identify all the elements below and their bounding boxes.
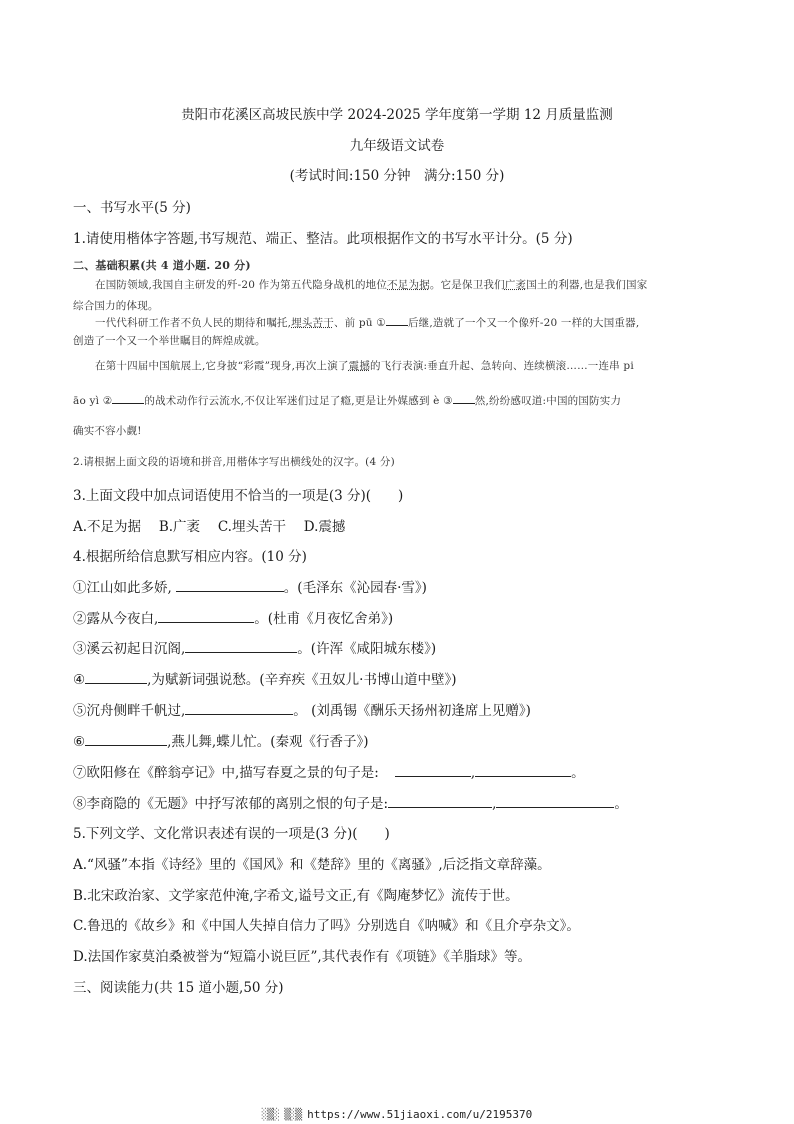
answer-blank[interactable] [85, 733, 167, 746]
q5-option-d: D.法国作家莫泊桑被誉为“短篇小说巨匠”,其代表作有《项链》《羊脂球》等。 [73, 949, 531, 965]
blank-2[interactable] [112, 391, 144, 404]
section3-heading: 三、阅读能力(共 15 道小题,50 分) [73, 980, 284, 996]
passage-text: āo yì ② [73, 395, 113, 407]
footer-url[interactable]: https://www.51jiaoxi.com/u/2195370 [307, 1108, 533, 1121]
dotted-word-2: 广袤 [504, 279, 527, 291]
passage-text: 国土的利器,也是我们国家 [526, 279, 648, 291]
q4-text: , [470, 765, 476, 781]
section2-heading: 二、基础积累(共 4 道小题. 20 分) [73, 259, 251, 272]
answer-blank[interactable] [185, 702, 293, 715]
q4-text: ⑧李商隐的《无题》中抒写浓郁的离别之恨的句子是: [73, 796, 389, 812]
q4-text: ,为赋新词强说愁。(辛弃疾《丑奴儿·书博山道中壁》) [147, 672, 457, 688]
passage-para3-line3: 确实不容小觑! [73, 425, 142, 437]
q4-text: 。 [571, 765, 585, 781]
passage-para2-line2: 创造了一个又一个举世瞩目的辉煌成就。 [73, 335, 266, 347]
footer [0, 1108, 794, 1121]
answer-blank[interactable] [496, 795, 614, 808]
question-4: 4.根据所给信息默写相应内容。(10 分) [73, 549, 307, 565]
exam-time-info: (考试时间:150 分钟 满分:150 分) [289, 168, 505, 184]
q4-item-8 [73, 792, 733, 812]
passage-para3-line1 [95, 358, 735, 373]
q4-text: , [492, 796, 497, 812]
q4-item-5 [73, 699, 733, 719]
blank-1[interactable] [386, 313, 408, 326]
q4-text: ,燕儿舞,蝶儿忙。(秦观《行香子》) [167, 734, 369, 750]
q5-option-b: B.北宋政治家、文学家范仲淹,字希文,谥号文正,有《陶庵梦忆》流传于世。 [73, 888, 519, 904]
q4-text: ④ [73, 672, 86, 688]
passage-text: 、前 pū ① [333, 317, 386, 329]
passage-text: 一代代科研工作者不负人民的期待和嘱托, [95, 317, 292, 329]
question-3-options: A.不足为据 B.广袤 C.埋头苦干 D.震撼 [73, 519, 346, 535]
q4-text: 。(毛泽东《沁园春·雪》) [283, 580, 427, 596]
q4-text: 。 [614, 796, 628, 812]
answer-blank[interactable] [475, 764, 571, 777]
exam-title: 贵阳市花溪区高坡民族中学 2024-2025 学年度第一学期 12 月质量监测 [181, 107, 613, 123]
q4-text: ③溪云初起日沉阁, [73, 641, 186, 657]
dotted-word-4: 震撼 [348, 360, 371, 372]
passage-text: 后继,造就了一个又一个像歼-20 一样的大国重器, [407, 317, 640, 329]
q5-option-a: A.“风骚”本指《诗经》里的《国风》和《楚辞》里的《离骚》,后泛指文章辞藻。 [73, 857, 551, 873]
q4-text: 。(杜甫《月夜忆舍弟》) [254, 611, 394, 627]
answer-blank[interactable] [158, 610, 254, 623]
q4-item-7 [73, 761, 733, 781]
section1-heading: 一、书写水平(5 分) [73, 200, 191, 216]
q4-item-1 [73, 576, 733, 596]
passage-text: 的战术动作行云流水,不仅让军迷们过足了瘾,更是让外媒感到 è ③ [144, 395, 453, 407]
question-3: 3.上面文段中加点词语使用不恰当的一项是(3 分)( ) [73, 488, 404, 504]
passage-text: 在国防领域,我国自主研发的歼-20 作为第五代隐身战机的地位 [95, 279, 388, 291]
passage-text: 的飞行表演:垂直升起、急转向、连续横滚……一连串 pi [370, 360, 634, 372]
q4-item-2 [73, 607, 733, 627]
answer-blank[interactable] [85, 671, 147, 684]
blank-3[interactable] [453, 391, 475, 404]
question-5: 5.下列文学、文化常识表述有误的一项是(3 分)( ) [73, 826, 390, 842]
q4-item-4 [73, 668, 733, 688]
dotted-word-3: 埋头苦干 [291, 317, 334, 329]
question-2: 2.请根据上面文段的语境和拼音,用楷体字写出横线处的汉字。(4 分) [73, 456, 395, 468]
q4-text: ⑥ [73, 734, 86, 750]
passage-para1-line1 [95, 277, 735, 292]
q4-item-3 [73, 637, 733, 657]
answer-blank[interactable] [388, 795, 492, 808]
passage-para2-line1 [95, 313, 735, 330]
q4-text: ⑦欧阳修在《醉翁亭记》中,描写春夏之景的句子是: [73, 765, 379, 781]
passage-text: 然,纷纷感叹道:中国的国防实力 [474, 395, 622, 407]
passage-para3-line2 [73, 391, 733, 408]
question-1: 1.请使用楷体字答题,书写规范、端正、整洁。此项根据作文的书写水平计分。(5 分) [73, 231, 573, 247]
answer-blank[interactable] [395, 764, 471, 777]
q4-text: 。(许浑《咸阳城东楼》) [297, 641, 437, 657]
answer-blank[interactable] [176, 579, 284, 592]
exam-subtitle: 九年级语文试卷 [349, 138, 445, 154]
passage-para1-line2: 综合国力的体现。 [73, 300, 159, 312]
passage-text: 。它是保卫我们 [429, 279, 505, 291]
answer-blank[interactable] [185, 640, 297, 653]
passage-text: 在第十四届中国航展上,它身披“彩霞”现身,再次上演了 [95, 360, 349, 372]
dotted-word-1: 不足为据 [387, 279, 430, 291]
q4-text: ⑤沉舟侧畔千帆过, [73, 703, 186, 719]
watermark-logo: ░▒░ ▒░▒ [261, 1108, 302, 1121]
q4-text: ②露从今夜白, [73, 611, 159, 627]
q4-text: 。 (刘禹锡《酬乐天扬州初逢席上见赠》) [293, 703, 531, 719]
q4-item-6 [73, 730, 733, 750]
q5-option-c: C.鲁迅的《故乡》和《中国人失掉自信力了吗》分别选自《呐喊》和《且介亭杂文》。 [73, 918, 580, 934]
q4-text: ①江山如此多娇, [73, 580, 172, 596]
